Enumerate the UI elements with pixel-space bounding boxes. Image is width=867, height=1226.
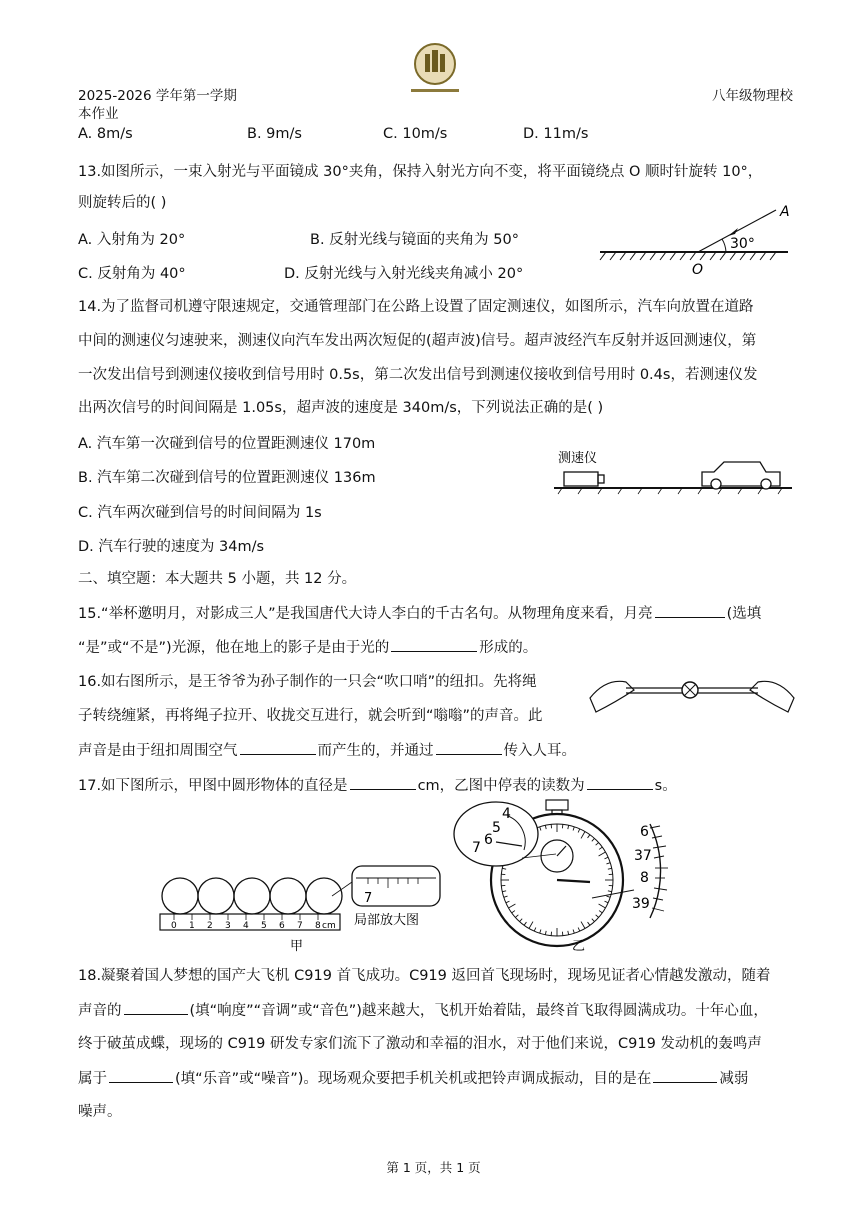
q13-option-a: A. 入射角为 20° xyxy=(78,232,186,248)
q18-text-4b: (填“乐音”或“噪音”)。现场观众要把手机关机或把铃声调成振动，目的是在 xyxy=(175,1071,652,1087)
q13-option-c: C. 反射角为 40° xyxy=(78,266,186,282)
q14-option-b: B. 汽车第二次碰到信号的位置距测速仪 136m xyxy=(78,470,376,486)
q16-text-2: 子转绕缠紧，再将绳子拉开、收拢交互进行，就会听到“嗡嗡”的声音。此 xyxy=(78,708,543,724)
q15-text-2 xyxy=(78,637,537,658)
q18-text-1: 18.凝聚着国人梦想的国产大飞机 C919 首飞成功。C919 返回首飞现场时，现场见证者心情越发激动，随着 xyxy=(78,968,771,984)
q18-text-4c: 减弱 xyxy=(719,1071,749,1087)
q18-text-2a: 声音的 xyxy=(78,1003,122,1019)
school-logo xyxy=(405,40,465,98)
q13-text-2: 则旋转后的( ) xyxy=(78,195,167,211)
q18-text-2 xyxy=(78,1000,768,1021)
big-dial-39: 39 xyxy=(632,896,650,912)
q12-option-c: C. 10m/s xyxy=(383,126,448,142)
ruler-tick-1: 1 xyxy=(189,921,195,931)
big-dial-37: 37 xyxy=(634,848,652,864)
q17-ruler-figure xyxy=(156,862,446,958)
q16-text-3b: 而产生的，并通过 xyxy=(317,743,434,759)
page-footer: 第 1 页，共 1 页 xyxy=(386,1160,481,1175)
small-dial-4: 4 xyxy=(502,806,511,822)
q18-text-3: 终于破茧成蝶，现场的 C919 研发专家们流下了激动和幸福的泪水，对于他们来说，C919 发动机的轰鸣声 xyxy=(78,1036,762,1052)
big-dial-8: 8 xyxy=(640,870,649,886)
q15-text-2b: 形成的。 xyxy=(479,640,538,656)
q17-text-1 xyxy=(78,775,677,796)
header-term: 2025-2026 学年第一学期 xyxy=(78,88,237,104)
q14-text-1: 14.为了监督司机遵守限速规定，交通管理部门在公路上设置了固定测速仪，如图所示，汽车向放置在道路 xyxy=(78,299,754,315)
small-dial-7: 7 xyxy=(472,840,481,856)
q13-label-a: A xyxy=(780,204,790,220)
q16-text-3a: 声音是由于纽扣周围空气 xyxy=(78,743,238,759)
q17-blank-1[interactable] xyxy=(350,775,416,790)
q15-text-1a: 15.“举杯邀明月，对影成三人”是我国唐代大诗人李白的千古名句。从物理角度来看，月亮 xyxy=(78,606,653,622)
q16-blank-2[interactable] xyxy=(436,740,502,755)
q12-option-d: D. 11m/s xyxy=(523,126,589,142)
q14-text-3: 一次发出信号到测速仪接收到信号用时 0.5s，第二次发出信号到测速仪接收到信号用时 0.4s，若测速仪发 xyxy=(78,367,758,383)
ruler-tick-5: 5 xyxy=(261,921,267,931)
ruler-tick-8: 8 xyxy=(315,921,321,931)
q13-option-b: B. 反射光线与镜面的夹角为 50° xyxy=(310,232,519,248)
q15-text-2a: “是”或“不是”)光源，他在地上的影子是由于光的 xyxy=(78,640,390,656)
q14-text-4: 出两次信号的时间间隔是 1.05s，超声波的速度是 340m/s，下列说法正确的是( ) xyxy=(78,400,604,416)
ruler-tick-2: 2 xyxy=(207,921,213,931)
q18-blank-3[interactable] xyxy=(653,1068,717,1083)
q18-text-4 xyxy=(78,1068,748,1089)
q14-speed-radar-figure xyxy=(552,446,800,500)
q18-blank-2[interactable] xyxy=(109,1068,173,1083)
ruler-tick-6: 6 xyxy=(279,921,285,931)
header-right: 八年级物理校 xyxy=(712,88,793,104)
q13-angle-label: 30° xyxy=(730,236,755,252)
section-fill-in-title: 二、填空题：本大题共 5 小题，共 12 分。 xyxy=(78,571,357,587)
zoom-label: 局部放大图 xyxy=(354,913,420,928)
figure-label-jia: 甲 xyxy=(290,939,304,954)
q14-text-2: 中间的测速仪匀速驶来，测速仪向汽车发出两次短促的(超声波)信号。超声波经汽车反射并返回测速仪，第 xyxy=(78,333,757,349)
q16-text-1: 16.如右图所示，是王爷爷为孙子制作的一只会“吹口哨”的纽扣。先将绳 xyxy=(78,674,537,690)
q14-option-c: C. 汽车两次碰到信号的时间间隔为 1s xyxy=(78,505,322,521)
small-dial-6: 6 xyxy=(484,832,493,848)
small-dial-5: 5 xyxy=(492,820,501,836)
q18-blank-1[interactable] xyxy=(124,1000,188,1015)
ruler-tick-3: 3 xyxy=(225,921,231,931)
q15-text-1 xyxy=(78,603,761,624)
ruler-tick-7: 7 xyxy=(297,921,303,931)
header-subtitle: 本作业 xyxy=(78,106,119,122)
q12-option-a: A. 8m/s xyxy=(78,126,133,142)
q16-text-3c: 传入人耳。 xyxy=(503,743,576,759)
q17-stopwatch-figure xyxy=(444,798,680,958)
q12-option-b: B. 9m/s xyxy=(247,126,302,142)
q15-blank-2[interactable] xyxy=(391,637,477,652)
q17-text-1a: 17.如下图所示，甲图中圆形物体的直径是 xyxy=(78,778,348,794)
ruler-tick-4: 4 xyxy=(243,921,249,931)
ruler-unit: cm xyxy=(322,921,336,931)
q17-blank-2[interactable] xyxy=(587,775,653,790)
q14-option-d: D. 汽车行驶的速度为 34m/s xyxy=(78,539,265,555)
ruler-tick-0: 0 xyxy=(171,921,177,931)
figure-label-yi: 乙 xyxy=(572,939,586,954)
q18-text-4a: 属于 xyxy=(78,1071,107,1087)
q16-button-whistle-figure xyxy=(586,668,798,716)
q16-text-3 xyxy=(78,740,576,761)
q18-text-2b: (填“响度”“音调”或“音色”)越来越大，飞机开始着陆，最终首飞取得圆满成功。十年心血， xyxy=(189,1003,768,1019)
q14-option-a: A. 汽车第一次碰到信号的位置距测速仪 170m xyxy=(78,436,376,452)
big-dial-6: 6 xyxy=(640,824,649,840)
q13-label-o: O xyxy=(692,262,704,278)
q13-text-1: 13.如图所示，一束入射光与平面镜成 30°夹角，保持入射光方向不变，将平面镜绕点 O 顺时针旋转 10°， xyxy=(78,164,763,180)
q13-option-d: D. 反射光线与入射光线夹角减小 20° xyxy=(284,266,524,282)
q14-radar-label: 测速仪 xyxy=(558,451,598,466)
q13-mirror-figure xyxy=(598,200,798,280)
q16-blank-1[interactable] xyxy=(240,740,316,755)
q15-blank-1[interactable] xyxy=(655,603,725,618)
q17-text-1c: s。 xyxy=(654,778,677,794)
q17-text-1b: cm，乙图中停表的读数为 xyxy=(417,778,585,794)
zoom-number: 7 xyxy=(364,891,373,906)
q18-text-5: 噪声。 xyxy=(78,1104,122,1120)
q15-text-1b: (选填 xyxy=(726,606,762,622)
